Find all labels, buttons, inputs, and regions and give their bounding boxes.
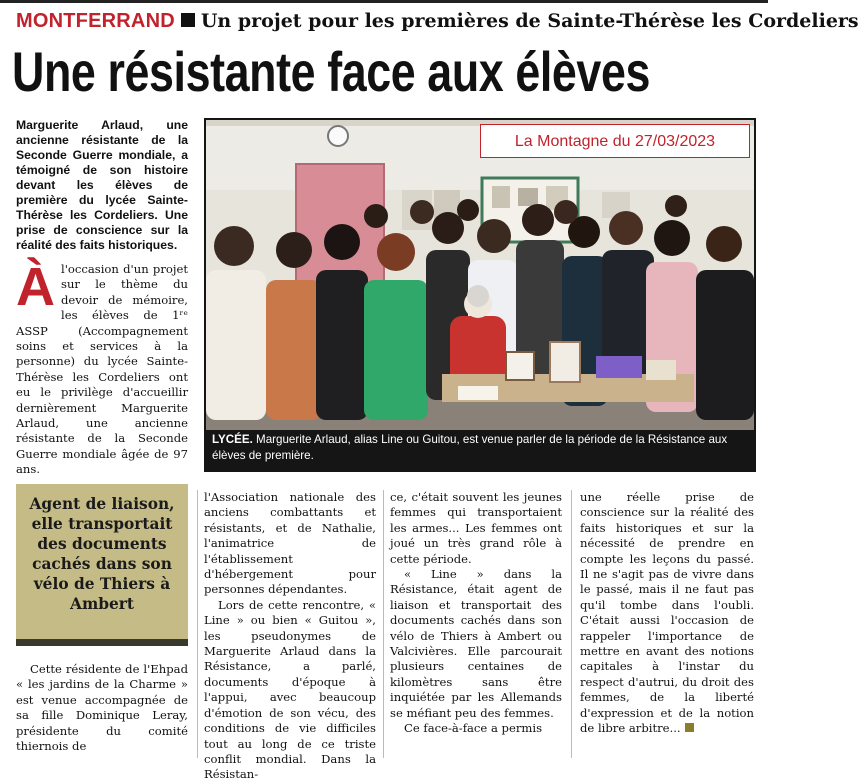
column-divider <box>571 490 572 758</box>
article-column-1 <box>16 662 188 754</box>
intro-paragraph <box>16 257 188 478</box>
paragraph: Cette résidente de l'Ehpad « les jardins de la Charme » est venue accompagnée de sa fille Dominique Leray, présidente du comité thiernois de <box>16 662 188 754</box>
square-bullet-icon <box>181 13 195 27</box>
paragraph: « Line » dans la Résistance, était agent de liaison et transportait des documents cachés dans son vélo de Thiers à Ambert ou Valcivières. Elle parcourait plusieurs centaines de kilomètres sans être inquiétée par les Allemands se méfiant peu des femmes. <box>390 567 562 720</box>
intro-text: l'occasion d'un projet sur le thème du devoir de mémoire, les élèves de 1ʳᵉ ASSP (Accompagnement soins et services à la personne) du lycée Sainte-Thérèse les Cordeliers ont eu le privilège d'accueillir dernièrement Marguerite Arlaud, une ancienne résistante de la Seconde Guerre mondiale âgée de 97 ans. <box>16 262 188 477</box>
column-divider <box>197 490 198 758</box>
paragraph <box>580 490 754 737</box>
article-column-3 <box>390 490 562 737</box>
article-column-2 <box>204 490 376 783</box>
dropcap: À <box>16 257 55 317</box>
paragraph: l'Association nationale des anciens combattants et résistants, et de Nathalie, l'animatrice de l'établissement d'hébergement pour personnes dépendantes. <box>204 490 376 597</box>
photo-caption <box>212 432 752 464</box>
paragraph-text: une réelle prise de conscience sur la réalité des faits historiques et sur la nécessité de prendre en compte les leçons du passé. Il ne s'agit pas de vivre dans le passé, mais il ne faut pas qu'il tombe dans l'oubli. C'était aussi l'occasion de rappeler l'importance de mettre en avant des notions capitales à l'instar du respect d'autrui, du droit des femmes, de la liberté d'expression et de la notion de libre arbitre... <box>580 490 754 736</box>
paragraph: Ce face-à-face a permis <box>404 721 543 736</box>
column-divider <box>383 490 384 758</box>
caption-text: Marguerite Arlaud, alias Line ou Guitou, est venue parler de la période de la Résistance aux élèves de première. <box>212 433 728 462</box>
kicker-project: Un projet pour les premières de Sainte-Thérèse les Cordeliers <box>200 10 859 32</box>
bottom-rule <box>0 0 768 3</box>
kicker-place: MONTFERRAND <box>16 10 175 32</box>
headline: Une résistante face aux élèves <box>12 40 650 103</box>
kicker <box>16 8 859 38</box>
paragraph: ce, c'était souvent les jeunes femmes qui transportaient les armes... Les femmes ont joué un très grand rôle à cette période. <box>390 490 562 566</box>
article-column-4 <box>580 490 754 737</box>
end-mark-icon <box>685 723 694 732</box>
pull-quote: Agent de liaison, elle transportait des documents cachés dans son vélo de Thiers à Ambert <box>16 484 188 646</box>
classroom-photo <box>206 120 754 430</box>
chapo: Marguerite Arlaud, une ancienne résistante de la Seconde Guerre mondiale, a témoigné de son histoire devant les élèves de première du lycée Sainte-Thérèse les Cordeliers. Une prise de conscience sur la réalité des faits historiques. <box>16 118 188 252</box>
caption-lead: LYCÉE. <box>212 433 253 446</box>
source-stamp: La Montagne du 27/03/2023 <box>480 124 750 158</box>
paragraph: Lors de cette rencontre, « Line » ou bien « Guitou », les pseudonymes de Marguerite Arlaud dans la Résistance, a parlé, documents d'époque à l'appui, avec beaucoup d'émotion de son vécu, des conditions de vie difficiles tout au long de ce triste conflit mondial. Dans la Résistan- <box>204 597 376 782</box>
classroom-photo-illustration <box>206 120 754 430</box>
